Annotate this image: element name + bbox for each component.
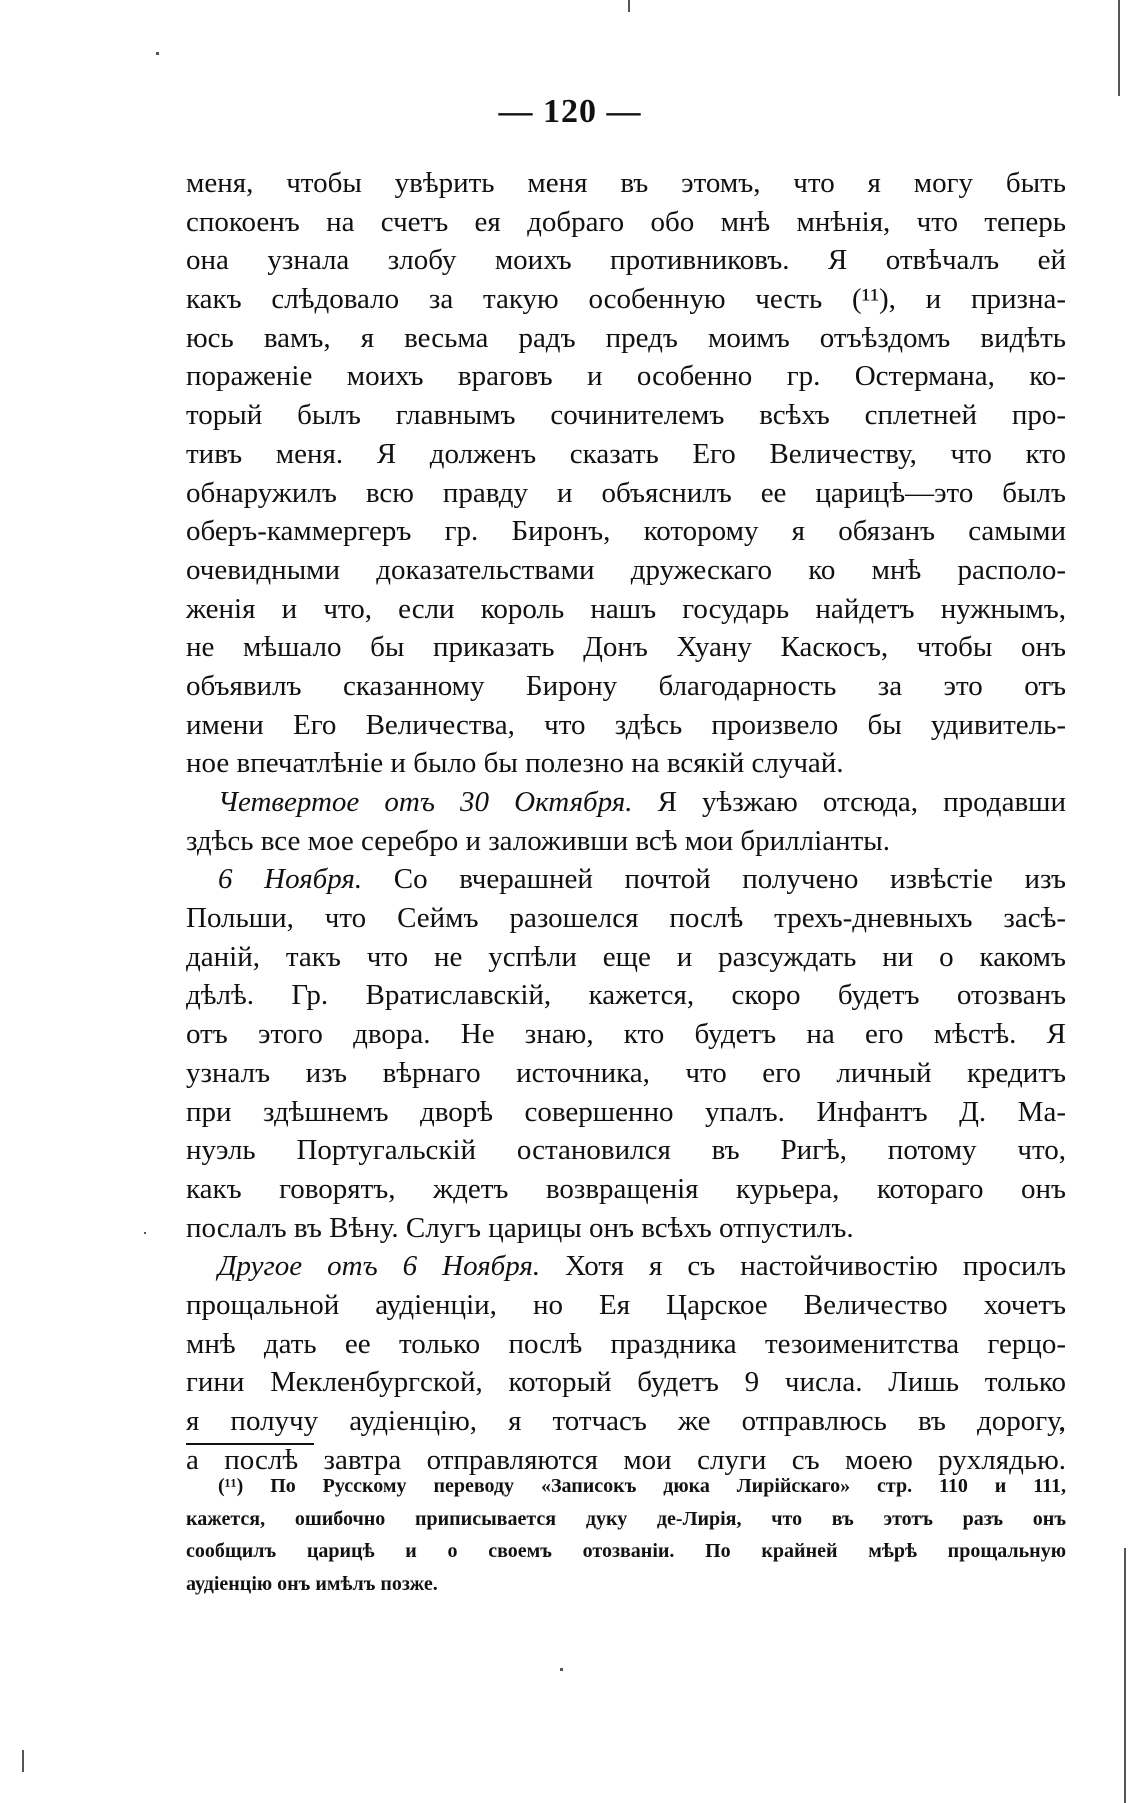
scan-edge-line	[1118, 0, 1120, 96]
body-text	[186, 164, 1066, 1479]
text-line: здѣсь все мое серебро и заложивши всѣ мои брилліанты.	[186, 824, 890, 857]
footnote-line: кажется, ошибочно приписывается дуку де-Лирія, что въ этотъ разъ онъ	[186, 1507, 1066, 1530]
text-line: при здѣшнемъ дворѣ совершенно упалъ. Инфантъ Д. Ма-	[186, 1095, 1066, 1128]
text-line: послалъ въ Вѣну. Слугъ царицы онъ всѣхъ отпустилъ.	[186, 1211, 854, 1244]
text-line: даній, такъ что не успѣли еще и разсуждать ни о какомъ	[186, 940, 1066, 973]
letter-heading-line: 6 Ноября. Со вчерашней почтой получено извѣстіе изъ	[218, 863, 1066, 896]
letter-heading-line: Другое отъ 6 Ноября. Хотя я съ настойчивостію просилъ	[218, 1250, 1066, 1283]
text-line: прощальной аудіенціи, но Ея Царское Величество хочетъ	[186, 1288, 1066, 1321]
text-line: не мѣшало бы приказать Донъ Хуану Каскосъ, чтобы онъ	[186, 631, 1066, 664]
text-line: тивъ меня. Я долженъ сказать Его Величеству, что кто	[186, 437, 1066, 470]
scan-speck	[628, 0, 630, 12]
text-line: Польши, что Сеймъ разошелся послѣ трехъ-дневныхъ засѣ-	[186, 902, 1066, 935]
text-line: женія и что, если король нашъ государь найдетъ нужнымъ,	[186, 592, 1066, 625]
footnotes	[186, 1470, 1066, 1600]
letter-date-heading: 6 Ноября.	[218, 863, 363, 896]
text-line: узналъ изъ вѣрнаго источника, что его личный кредитъ	[186, 1056, 1066, 1089]
letter-heading-line: Четвертое отъ 30 Октября. Я уѣзжаю отсюда, продавши	[218, 786, 1066, 818]
text-line: меня, чтобы увѣрить меня въ этомъ, что я могу быть	[186, 167, 1066, 199]
text-line: какъ говорятъ, ждетъ возвращенія курьера, котораго онъ	[186, 1172, 1066, 1205]
scan-speck	[22, 1750, 24, 1772]
text-line: очевидными доказательствами дружескаго ко мнѣ располо-	[186, 553, 1066, 586]
footnote-line: (¹¹) По Русскому переводу «Записокъ дюка Лирійскаго» стр. 110 и 111,	[218, 1475, 1066, 1497]
text-line: спокоенъ на счетъ ея добраго обо мнѣ мнѣнія, что теперь	[186, 205, 1066, 238]
scan-speck	[156, 52, 159, 55]
page-number: — 120 —	[498, 93, 642, 130]
text-line: торый былъ главнымъ сочинителемъ всѣхъ сплетней про-	[186, 399, 1066, 432]
text-line: гини Мекленбургской, который будетъ 9 числа. Лишь только	[186, 1366, 1066, 1399]
text-line: мнѣ дать ее только послѣ праздника тезоименитства герцо-	[186, 1327, 1066, 1360]
text-line: она узнала злобу моихъ противниковъ. Я отвѣчалъ ей	[186, 244, 1066, 277]
text-line: какъ слѣдовало за такую особенную честь (¹¹), и призна-	[186, 283, 1066, 316]
text-line: юсь вамъ, я весьма радъ предъ моимъ отъѣздомъ видѣть	[186, 321, 1066, 354]
text-line: дѣлѣ. Гр. Вратиславскій, кажется, скоро будетъ отозванъ	[186, 979, 1066, 1012]
scan-speck	[560, 1668, 563, 1671]
text-line: я получу аудіенцію, я тотчасъ же отправлюсь въ дорогу,	[186, 1405, 1066, 1437]
letter-date-heading: Другое отъ 6 Ноября.	[218, 1250, 541, 1283]
text-line: ное впечатлѣніе и было бы полезно на всякій случай.	[186, 747, 844, 780]
letter-date-heading: Четвертое отъ 30 Октября.	[218, 786, 633, 818]
footnote-line: аудіенцію онъ имѣлъ позже.	[186, 1572, 438, 1595]
footnote-line: сообщилъ царицѣ и о своемъ отозваніи. По крайней мѣрѣ прощальную	[186, 1540, 1066, 1562]
scan-speck	[144, 1232, 146, 1234]
text-line: пораженіе моихъ враговъ и особенно гр. Остермана, ко-	[186, 360, 1066, 393]
text-line: нуэль Португальскій остановился въ Ригѣ, потому что,	[186, 1134, 1066, 1167]
scan-edge-line	[1124, 1548, 1126, 1803]
text-line: имени Его Величества, что здѣсь произвело бы удивитель-	[186, 708, 1066, 741]
text-line: объявилъ сказанному Бирону благодарность за это отъ	[186, 669, 1066, 702]
text-line: оберъ-каммергеръ гр. Биронъ, которому я обязанъ самыми	[186, 515, 1066, 548]
text-line: а послѣ завтра отправляются мои слуги съ моею рухлядью.	[186, 1443, 1066, 1476]
text-line: отъ этого двора. Не знаю, кто будетъ на его мѣстѣ. Я	[186, 1018, 1066, 1051]
text-line: обнаружилъ всю правду и объяснилъ ее царицѣ—это былъ	[186, 476, 1066, 509]
footnote-divider	[186, 1443, 314, 1445]
